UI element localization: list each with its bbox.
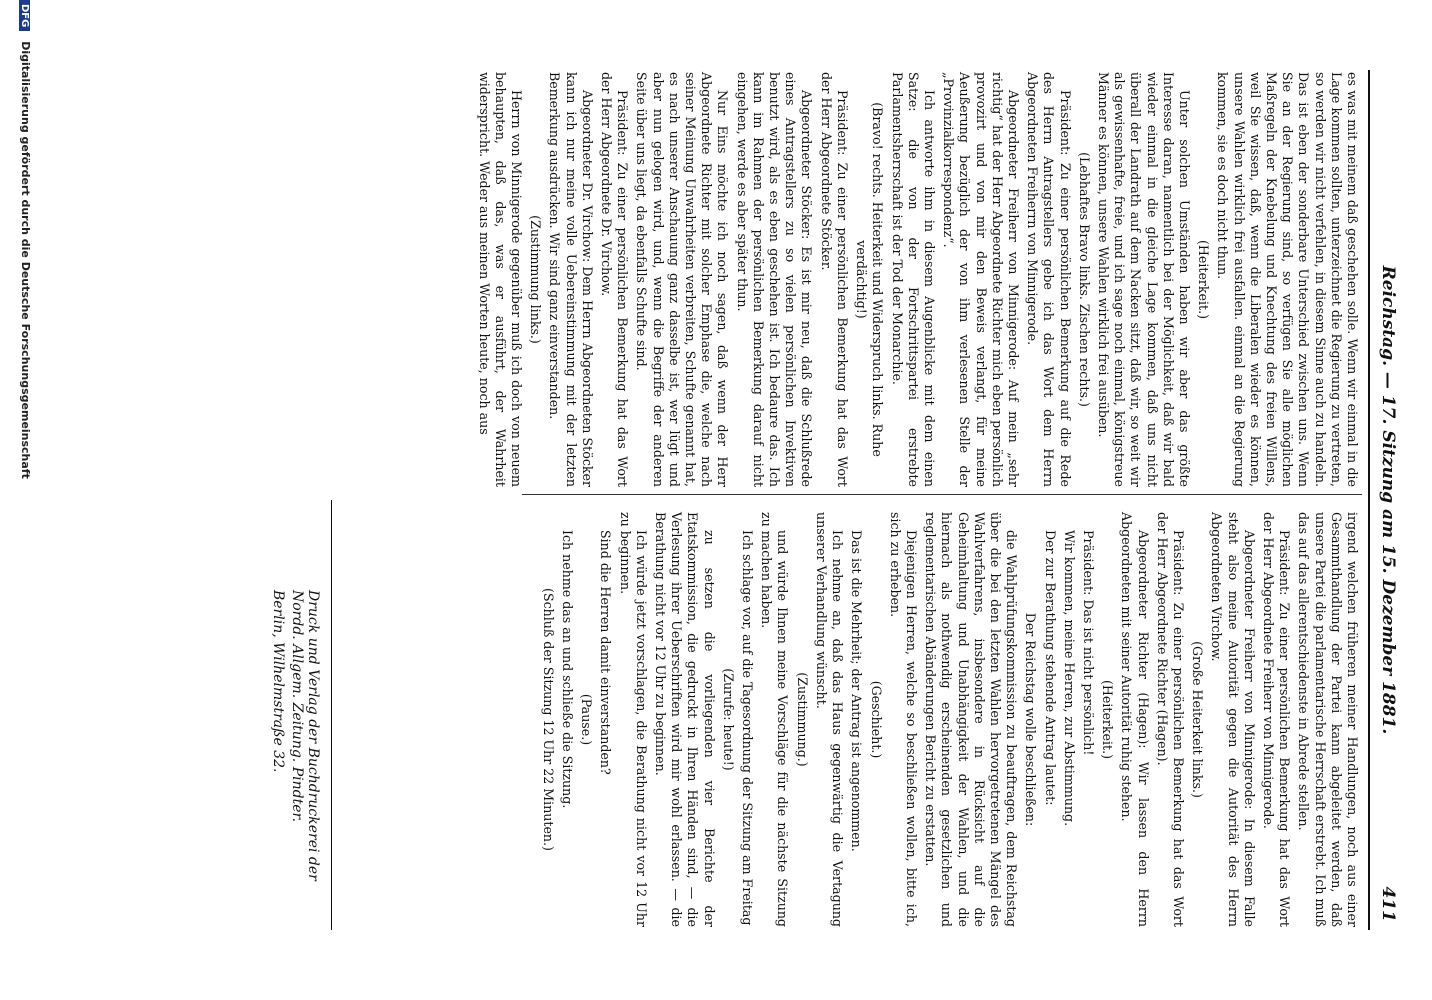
imprint — [267, 70, 332, 930]
paragraph: Abgeordneter Freiherr von Minnigerode: Auf mein „sehr richtig“ hat der Herr Abgeordnete Richter mich eben persönlich provozirt und von mir den Beweis verlangt, für meine Aeußerung bezüglich der von ihm verlesenen Stelle der „Provinzialkorrespondenz“. — [941, 72, 1021, 487]
paragraph: Präsident: Zu einer persönlichen Bemerkung auf die Rede des Herrn Antragstellers gebe ich das Wort dem Herrn Abgeordneten Freiherrn von Minnigerode. — [1025, 72, 1073, 487]
paragraph: es was mit meinem daß geschehen solle. Wenn wir einmal in die Lage kommen sollten, unterzeichnet die Regierung zu vertreten, so werden wir nicht verfehlen, in diesem Sinne auch zu handeln. Das ist eben der sonderbare Unterschied zwischen uns. Wenn Sie an der Regierung sind, so verfügen Sie alle möglichen Maßregeln der Knebelung und Knechtung des freien Willens, weil Sie wissen, daß, wenn die Liberalen wieder es können, unsere Wahlen wirklich frei ausfallen. einmal an die Regierung kommen, sie es doch nicht thun. — [1215, 72, 1360, 487]
interjection: (Geschieht.) — [868, 680, 884, 759]
paragraph: Diejenigen Herren, welche so beschließen wollen, bitte ich, sich zu erheben. — [887, 512, 919, 927]
paragraph: Präsident: Zu einer persönlichen Bemerkung hat das Wort der Herr Abgeordnete Stöcker. — [818, 72, 850, 487]
paragraph: Abgeordneter Dr. Virchow: Dem Herrn Abgeordneten Stöcker kann ich nur meine volle Uebereinstimmung mit der letzten Bemerkung ausdrücken. Wir sind ganz einverstanden. — [547, 72, 595, 487]
paragraph: Präsident: Zu einer persönlichen Bemerkung hat das Wort der Herr Abgeordnete Dr. Virchow. — [599, 72, 631, 487]
paragraph: irgend welchen früheren meiner Handlungen, noch aus einer Gesammthandlung der Partei kann abgeleitet werden, daß unsere Partei die parlamentarische Herrschaft erstrebt. Ich muß das auf das allerentschiedenste in Abrede stellen. — [1296, 512, 1360, 928]
paragraph: Das ist die Mehrheit; der Antrag ist angenommen. — [849, 530, 865, 852]
paragraph: Nur Eins möchte ich noch sagen, daß wenn der Herr Abgeordnete Richter mit solcher Emphase die, welche nach seiner Meinung Unwahrheiten verbreiten, Schufte genannt hat, es nach unserer Anschauung ganz dasselbe ist, wer lügt und aber nun gelogen wird, und, wenn die Begriffe der anderen Seite über uns liegt, da ebenfalls Schufte sind. — [634, 72, 731, 487]
imprint-line: Berlin, Wilhelmstraße 32. — [270, 590, 286, 773]
dfg-logo: DFG — [19, 0, 30, 31]
paragraph: Präsident: Zu einer persönlichen Bemerkung hat das Wort der Herr Abgeordnete Richter (Hagen). — [1154, 512, 1186, 927]
paragraph: Wir kommen, meine Herren, zur Abstimmung. — [1061, 530, 1077, 827]
interjection: (Heiterkeit.) — [1196, 240, 1212, 319]
right-column — [537, 512, 1360, 927]
paragraph: Präsident: Das ist nicht persönlich! — [1080, 530, 1096, 756]
paragraph: Abgeordneter Richter (Hagen): Wir lassen den Herrn Abgeordneten mit seiner Autorität ruhig stehen. — [1119, 512, 1151, 927]
column-divider — [522, 494, 1362, 495]
page-header — [1368, 70, 1404, 930]
paragraph: Abgeordneter Stöcker: Es ist mir neu, daß die Schlußrede eines Antragstellers zu so vielen persönlichen Invektiven benutzt wird, als es eben geschehen ist. Ich bedaure das. Ich kann im Rahmen der persönlichen Bemerkung darauf nicht eingehen, werde es aber später thun. — [734, 72, 815, 487]
interjection: (Zustimmung.) — [794, 672, 810, 767]
interjection: (Pause.) — [579, 693, 595, 746]
interjection: (Zustimmung links.) — [528, 215, 544, 344]
session-end: (Schluß der Sitzung 12 Uhr 22 Minuten.) — [540, 588, 556, 851]
paragraph: Ich würde jetzt vorschlagen, die Berathung nicht vor 12 Uhr zu beginnen. — [617, 512, 649, 927]
page-number: 411 — [1378, 886, 1398, 922]
funding-text: Digitalisierung gefördert durch die Deutsche Forschungsgemeinschaft — [19, 41, 32, 479]
interjection: (Große Heiterkeit links.) — [1190, 641, 1206, 798]
paragraph: Der Reichstag wolle beschließen: — [1023, 612, 1039, 827]
paragraph: Unter solchen Umständen haben wir aber das größte Interesse daran, namentlich bei der Möglichkeit, daß wir bald wieder einmal in die gleiche Lage kommen, daß uns nicht überall der Landrath auf dem Nacken sitzt, daß wir, so weit wir als gewissenhafte, freie, und ich sage noch einmal, königstreue Männer es können, unsere Wahlen wirklich frei ausüben. — [1095, 72, 1192, 487]
interjection: (Zurufe: heute!) — [720, 668, 736, 771]
quoted-motion: die Wahlprüfungskommission zu beauftragen, dem Reichstag über die bei den letzten Wahlen hervorgetretenen Mängel des Wahlverfahrens, insbesondere in Rücksicht auf die Geheimhaltung und Unabhängigkeit der Wahlen, und die hiernach als nothwendig erscheinenden gesetzlichen und reglementarischen Abänderungen Bericht zu erstatten. — [923, 512, 1020, 927]
paragraph: zu setzen die vorliegenden vier Berichte der Etatskommission, die gedruckt in Ihren Händen sind, — die Verlesung ihrer Ueberschriften wird mir wohl erlassen. — die Berathung nicht vor 12 Uhr zu beginnen. — [653, 512, 717, 927]
imprint-rule — [331, 500, 332, 930]
interjection: (Heiterkeit.) — [1100, 680, 1116, 759]
paragraph: Ich nehme das an und schließe die Sitzung. — [560, 530, 576, 809]
paragraph: Ich nehme an, daß das Haus gegenwärtig die Vertagung unserer Verhandlung wünscht. — [813, 512, 846, 927]
interjection: (Lebhaftes Bravo links. Zischen rechts.) — [1076, 152, 1092, 407]
header-title: Reichstag. — 17. Sitzung am 15. Dezember 1881. — [1378, 265, 1398, 735]
paragraph: und würde Ihnen meine Vorschläge für die nächste Sitzung zu machen haben. — [759, 512, 791, 927]
paragraph: Ich schlage vor, auf die Tagesordnung der Sitzung am Freitag — [740, 530, 756, 926]
paragraph: Herrn von Minnigerode gegenüber muß ich doch von neuem behaupten, daß das, was er ausführt, der Wahrheit widerspricht. Weder aus meinen Worten heute, noch aus — [476, 72, 525, 487]
interjection: (Bravo! rechts. Heiterkeit und Widerspruch links. Ruhe verdächtig!) — [854, 102, 886, 457]
left-column — [472, 72, 1360, 487]
paragraph: Präsident: Zu einer persönlichen Bemerkung hat das Wort der Herr Abgeordnete Freiherr von Minnigerode. — [1260, 512, 1293, 927]
funding-note — [2, 0, 32, 1000]
paragraph: Sind die Herren damit einverstanden? — [598, 530, 614, 775]
paragraph: Ich antworte ihm in diesem Augenblicke mit dem einen Satze: die von der Fortschrittspartei erstrebte Parlamentsherrschaft ist der Tod der Monarchie. — [889, 72, 937, 487]
paragraph: Der zur Berathung stehende Antrag lautet: — [1042, 530, 1058, 806]
imprint-line: Druck und Verlag der Buchdruckerei der Nordd. Allgem. Zeitung. Pindter. — [289, 590, 321, 881]
paragraph: Abgeordneter Freiherr von Minnigerode: In diesem Falle steht also meine Autorität gegen die Autorität des Herrn Abgeordneten Virchow. — [1209, 512, 1257, 927]
